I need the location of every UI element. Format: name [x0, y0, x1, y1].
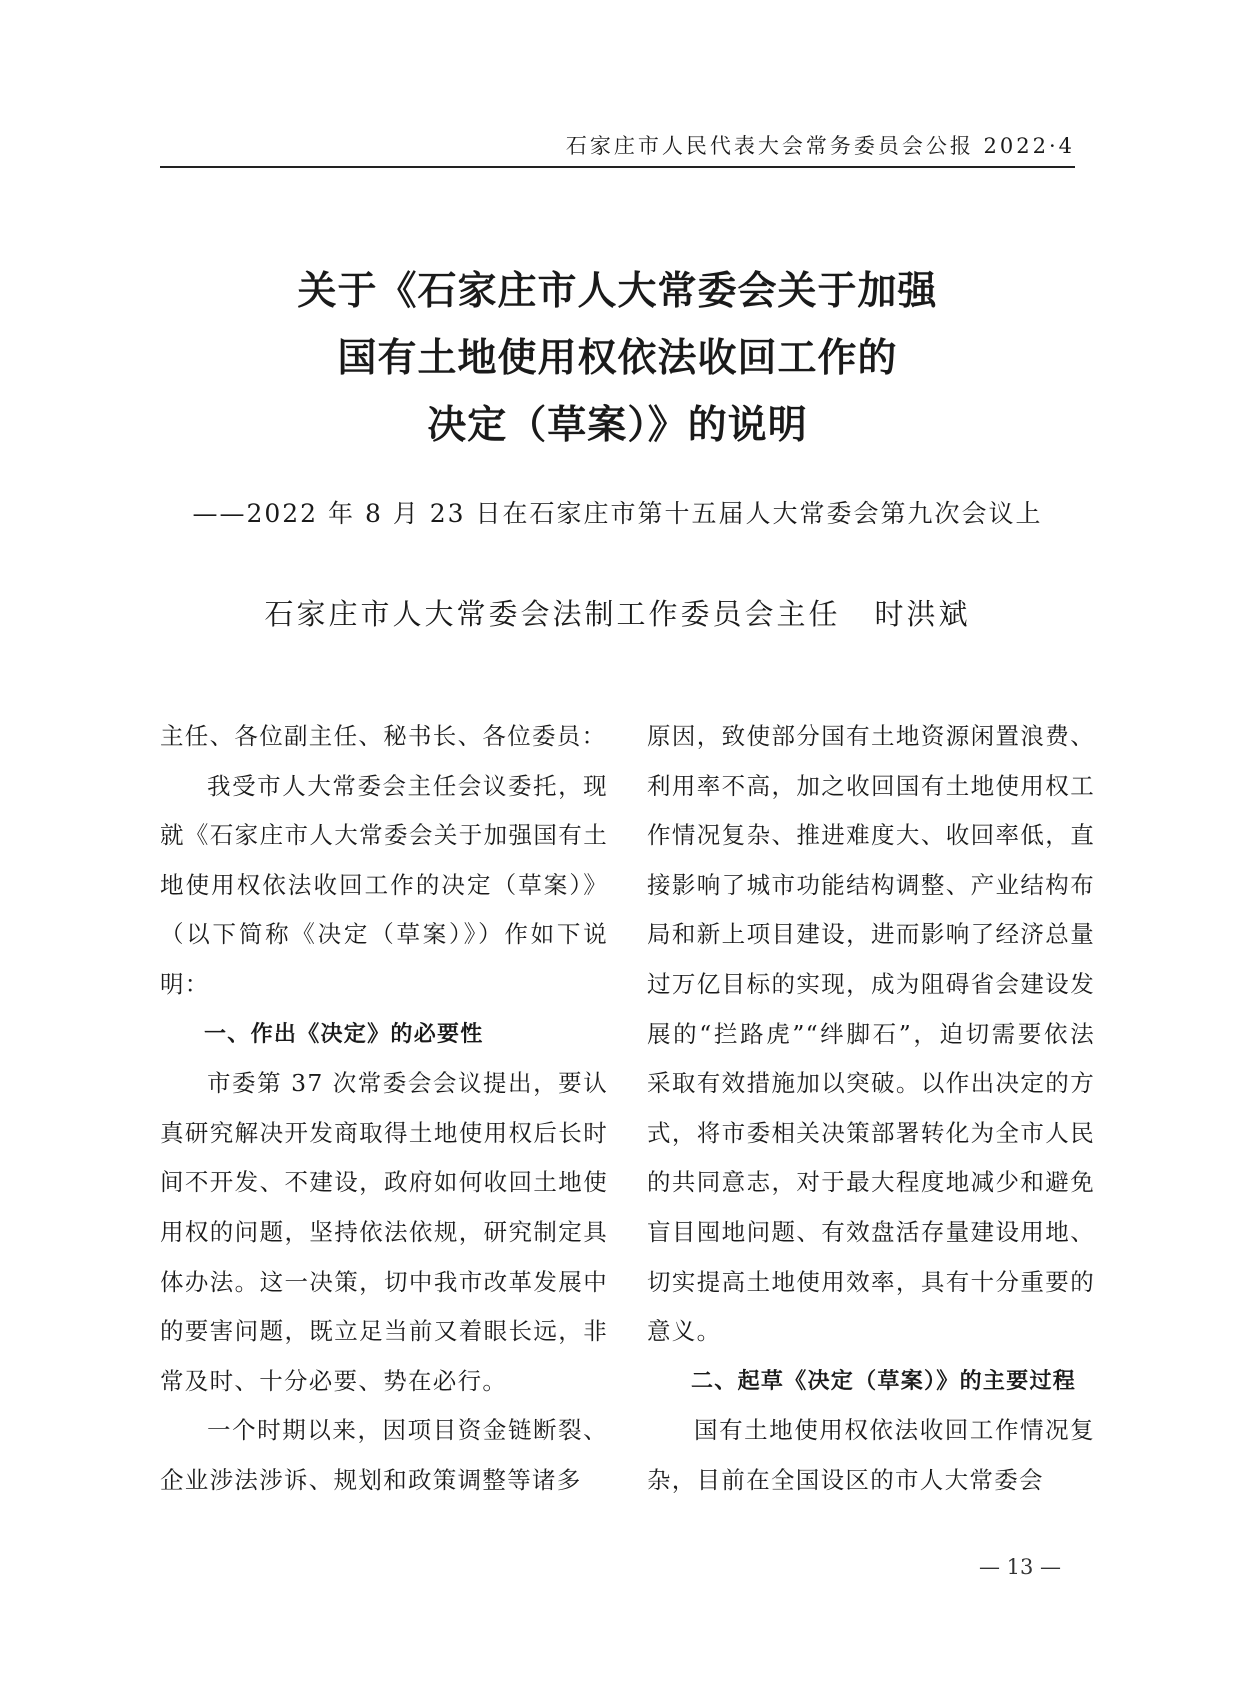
author-name: 时洪斌 [874, 597, 971, 631]
right-column [647, 712, 1095, 1506]
author-line [160, 592, 1075, 633]
body-paragraph: 一个时期以来，因项目资金链断裂、企业涉法涉诉、规划和政策调整等诸多 [160, 1416, 608, 1494]
author-position: 石家庄市人大常委会法制工作委员会主任 [264, 597, 841, 631]
running-header [160, 126, 1075, 168]
article-title [160, 258, 1075, 459]
intro-paragraph: 我受市人大常委会主任会议委托，现就《石家庄市人大常委会关于加强国有土地使用权依法收回工作的决定（草案）》（以下简称《决定（草案）》）作如下说明： [160, 771, 608, 998]
left-column [160, 712, 608, 1506]
body-paragraph: 市委第 37 次常委会会议提出，要认真研究解决开发商取得土地使用权后长时间不开发、不建设，政府如何收回土地使用权的问题，坚持依法依规，研究制定具体办法。这一决策，切中我市改革发展中的要害问题，既立足当前又着眼长远，非常及时、十分必要、势在必行。 [160, 1069, 608, 1395]
body-paragraph: 国有土地使用权依法收回工作情况复杂，目前在全国设区的市人大常委会 [647, 1416, 1095, 1494]
journal-title: 石家庄市人民代表大会常务委员会公报 2022·4 [565, 134, 1075, 158]
body-paragraph: 原因，致使部分国有土地资源闲置浪费、利用率不高，加之收回国有土地使用权工作情况复杂、推进难度大、收回率低，直接影响了城市功能结构调整、产业结构布局和新上项目建设，进而影响了经济总量过万亿目标的实现，成为阻碍省会建设发展的“拦路虎”“绊脚石”，迫切需要依法采取有效措施加以突破。以作出决定的方式，将市委相关决策部署转化为全市人民的共同意志，对于最大程度地减少和避免盲目囤地问题、有效盘活存量建设用地、切实提高土地使用效率，具有十分重要的意义。 [647, 722, 1095, 1346]
title-line: 国有土地使用权依法收回工作的 [337, 336, 898, 381]
section-heading-1: 一、作出《决定》的必要性 [204, 1021, 484, 1047]
title-line: 决定（草案）》的说明 [427, 403, 808, 448]
salutation: 主任、各位副主任、秘书长、各位委员： [160, 722, 607, 750]
section-heading-2: 二、起草《决定（草案）》的主要过程 [691, 1368, 1077, 1394]
page-number: — 13 — [978, 1555, 1062, 1579]
title-line: 关于《石家庄市人大常委会关于加强 [297, 269, 938, 314]
article-subtitle: ——2022 年 8 月 23 日在石家庄市第十五届人大常委会第九次会议上 [192, 499, 1043, 528]
